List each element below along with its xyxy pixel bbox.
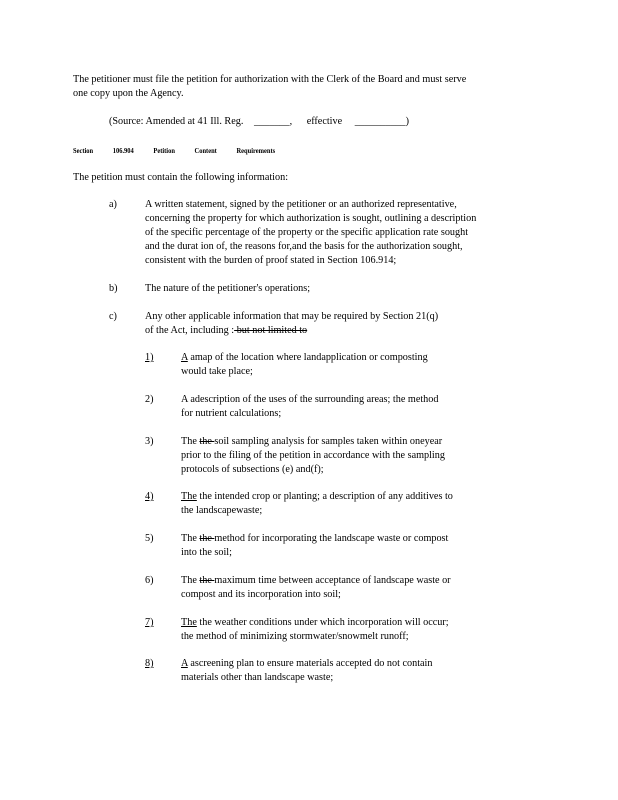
subitem-5-line-1 — [181, 532, 448, 546]
subitem-7-number: 7) — [145, 617, 154, 628]
subitem-4-number: 4) — [145, 491, 154, 502]
item-c-label: c) — [109, 311, 117, 322]
section-word-requirements: Requirements — [236, 147, 276, 155]
subitem-4-line-2: the landscapewaste; — [181, 505, 263, 516]
subitem-6-prefix: The — [181, 575, 200, 586]
item-b-label: b) — [109, 283, 118, 294]
section-word-petition: Petition — [153, 147, 175, 155]
item-a-line-1: A written statement, signed by the petitioner or an authorized representative, — [145, 199, 457, 210]
subitem-3-line-2: prior to the filing of the petition in accordance with the sampling — [181, 450, 445, 461]
section-label: Section — [73, 147, 94, 155]
item-b-line-1: The nature of the petitioner's operations; — [145, 283, 311, 294]
subitem-6-line-1 — [181, 574, 451, 588]
subitem-6-text: maximum time between acceptance of landscape waste or — [214, 575, 451, 586]
subitem-8-line-2: materials other than landscape waste; — [181, 672, 334, 683]
subitem-3-line-3: protocols of subsections (e) and(f); — [181, 464, 324, 475]
subitem-3-prefix: The — [181, 436, 200, 447]
subitem-8-inserted: A — [181, 658, 188, 669]
subitem-4-text: the intended crop or planting; a description of any additives to — [196, 491, 453, 502]
subitem-8-text: ascreening plan to ensure materials accepted do not contain — [187, 658, 433, 669]
item-c-line-1: Any other applicable information that may be required by Section 21(q) — [145, 311, 439, 322]
item-c-line-2 — [145, 324, 307, 338]
subitem-5-line-2: into the soil; — [181, 547, 232, 558]
source-note — [109, 115, 409, 129]
subitem-8-line-1 — [181, 657, 432, 671]
subitem-5-deleted: the — [199, 533, 215, 544]
item-a-line-2: concerning the property for which authorization is sought, outlining a description — [145, 213, 477, 224]
subitem-5-number: 5) — [145, 533, 154, 544]
subitem-4-line-1 — [181, 490, 453, 504]
subitem-3-number: 3) — [145, 436, 154, 447]
intro-line-1: The petitioner must file the petition for authorization with the Clerk of the Board and must serve — [73, 74, 467, 85]
subitem-1-line-1 — [181, 351, 428, 365]
section-word-content: Content — [194, 147, 217, 155]
subitem-1-number: 1) — [145, 352, 154, 363]
item-c-line-2-text: of the Act, including : — [145, 325, 235, 336]
source-blank-2: __________ — [354, 116, 406, 127]
source-close: ) — [405, 116, 410, 127]
subitem-2-line-1: A adescription of the uses of the surrounding areas; the method — [181, 394, 439, 405]
subitem-3-line-1 — [181, 435, 442, 449]
intro-line-2: one copy upon the Agency. — [73, 88, 184, 99]
section-number: 106.904 — [112, 147, 134, 155]
item-a-line-4: and the durat ion of, the reasons for,and the basis for the authorization sought, — [145, 241, 463, 252]
subitem-1-line-2: would take place; — [181, 366, 253, 377]
subitem-4-inserted: The — [181, 491, 197, 502]
source-prefix: (Source: Amended at 41 Ill. Reg. — [109, 116, 244, 127]
subitem-1-inserted: A — [181, 352, 188, 363]
subitem-5-prefix: The — [181, 533, 200, 544]
source-comma: , — [289, 116, 293, 127]
subitem-3-text: soil sampling analysis for samples taken within oneyear — [214, 436, 443, 447]
subitem-6-deleted: the — [199, 575, 215, 586]
subitem-7-text: the weather conditions under which incorporation will occur; — [196, 617, 449, 628]
subitem-6-number: 6) — [145, 575, 154, 586]
subitem-5-text: method for incorporating the landscape waste or compost — [214, 533, 449, 544]
item-a-line-5: consistent with the burden of proof stated in Section 106.914; — [145, 255, 397, 266]
subitem-1-text: amap of the location where landapplication or composting — [187, 352, 428, 363]
item-a-label: a) — [109, 199, 117, 210]
item-c-struck-text: but not limited to — [234, 325, 308, 336]
subitem-7-line-1 — [181, 616, 449, 630]
item-a-line-3: of the specific percentage of the property or the specific application rate sought — [145, 227, 469, 238]
subitem-6-line-2: compost and its incorporation into soil; — [181, 589, 341, 600]
source-blank-1: _______ — [253, 116, 290, 127]
section-heading — [73, 146, 275, 156]
subitem-3-deleted: the — [199, 436, 215, 447]
subitem-7-inserted: The — [181, 617, 197, 628]
lead-sentence: The petition must contain the following information: — [73, 172, 289, 183]
subitem-7-line-2: the method of minimizing stormwater/snowmelt runoff; — [181, 631, 409, 642]
source-effective: effective — [306, 116, 343, 127]
subitem-2-line-2: for nutrient calculations; — [181, 408, 282, 419]
subitem-2-number: 2) — [145, 394, 154, 405]
subitem-8-number: 8) — [145, 658, 154, 669]
